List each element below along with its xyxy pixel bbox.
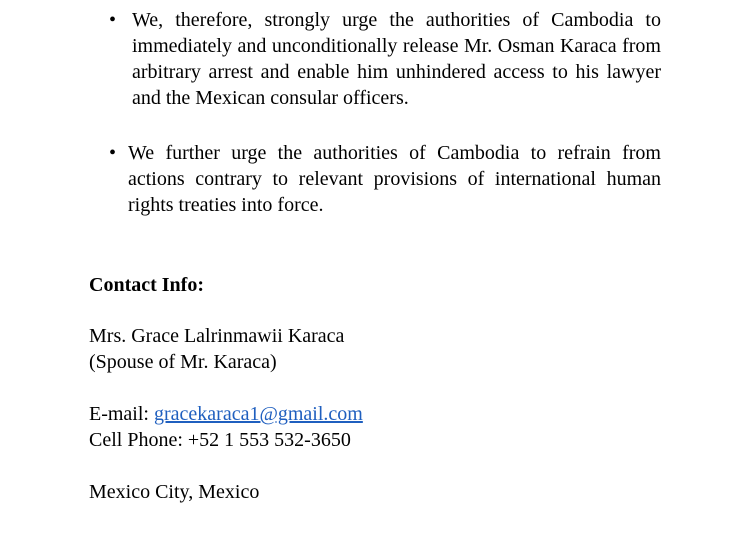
contact-relationship: (Spouse of Mr. Karaca) bbox=[89, 351, 277, 373]
contact-phone: Cell Phone: +52 1 553 532-3650 bbox=[89, 429, 351, 451]
contact-location: Mexico City, Mexico bbox=[89, 481, 260, 503]
email-label: E-mail: bbox=[89, 403, 154, 425]
treaty-compliance-paragraph: We further urge the authorities of Cambodia to refrain from actions contrary to relevant provisions of international human rights treaties into force. bbox=[128, 142, 661, 216]
contact-name: Mrs. Grace Lalrinmawii Karaca bbox=[89, 325, 345, 347]
contact-info-heading: Contact Info: bbox=[89, 274, 204, 296]
email-link[interactable]: gracekaraca1@gmail.com bbox=[153, 403, 363, 425]
contact-email-line bbox=[89, 401, 363, 427]
release-request-paragraph: We, therefore, strongly urge the authorities of Cambodia to immediately and unconditionally release Mr. Osman Karaca from arbitrary arrest and enable him unhindered access to his lawyer and the Mexican consular officers. bbox=[132, 9, 661, 109]
bullet-marker: • bbox=[109, 142, 117, 164]
bullet-marker: • bbox=[109, 9, 117, 31]
